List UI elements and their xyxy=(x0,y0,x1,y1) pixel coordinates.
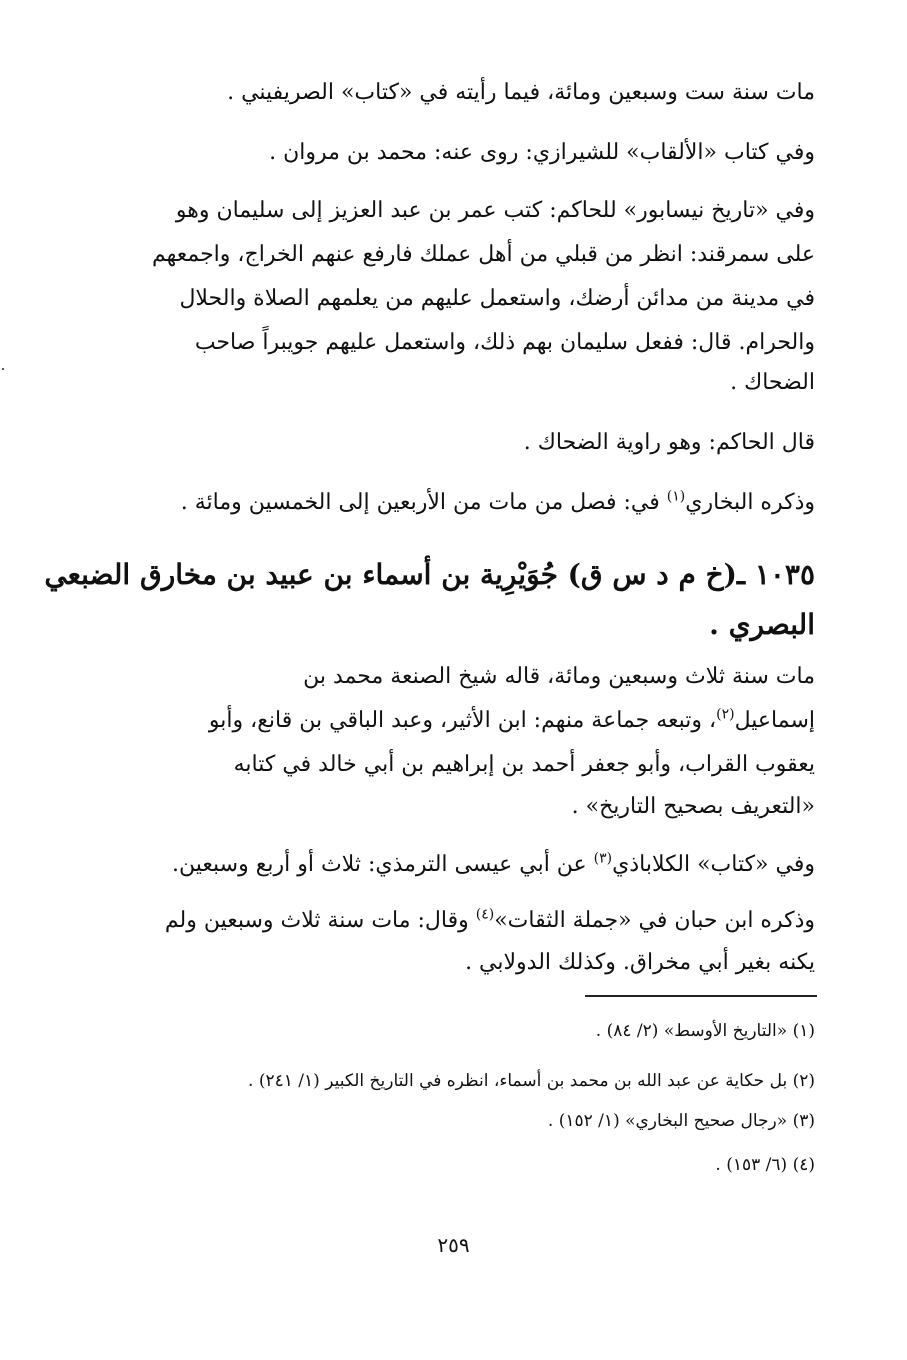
footnote-divider xyxy=(585,995,817,997)
text-line: وفي «تاريخ نيسابور» للحاكم: كتب عمر بن عبد العزيز إلى سليمان وهو xyxy=(175,198,815,223)
text-run: ، وتبعه جماعة منهم: ابن الأثير، وعبد الباقي بن قانع، وأبو xyxy=(208,708,717,733)
text-line: قال الحاكم: وهو راوية الضحاك . xyxy=(523,430,815,455)
text-run: عن أبي عيسى الترمذي: ثلاث أو أربع وسبعين. xyxy=(172,852,594,877)
text-line xyxy=(165,906,815,936)
text-run: وذكره البخاري xyxy=(685,490,815,515)
text-line xyxy=(181,488,815,518)
text-line: وفي كتاب «الألقاب» للشيرازي: روى عنه: محمد بن مروان . xyxy=(269,140,815,165)
footnote: (١) «التاريخ الأوسط» (٢/ ٨٤) . xyxy=(595,1021,815,1041)
footnote: (٤) (٦/ ١٥٣) . xyxy=(715,1155,815,1175)
text-run: في: فصل من مات من الأربعين إلى الخمسين ومائة . xyxy=(180,490,667,515)
page-number: ٢٥٩ xyxy=(437,1233,470,1257)
text-run: وفي «كتاب» الكلاباذي xyxy=(612,852,815,877)
text-line: مات سنة ثلاث وسبعين ومائة، قاله شيخ الصنعة محمد بن xyxy=(303,664,815,689)
text-line: الضحاك . xyxy=(730,370,815,395)
footnote-ref[interactable]: (٤) xyxy=(475,906,495,923)
text-line: يعقوب القراب، وأبو جعفر أحمد بن إبراهيم بن أبي خالد في كتابه xyxy=(233,752,815,777)
text-line: يكنه بغير أبي مخراق. وكذلك الدولابي . xyxy=(465,950,815,975)
text-line: على سمرقند: انظر من قبلي من أهل عملك فارفع عنهم الخراج، واجمعهم xyxy=(151,242,815,267)
text-line xyxy=(172,850,815,880)
entry-heading: البصري . xyxy=(709,608,815,641)
text-run: إسماعيل xyxy=(734,708,815,733)
footnote: (٣) «رجال صحيح البخاري» (١/ ١٥٢) . xyxy=(547,1111,815,1131)
text-line: مات سنة ست وسبعين ومائة، فيما رأيته في «كتاب» الصريفيني . xyxy=(227,80,815,105)
text-line: والحرام. قال: ففعل سليمان بهم ذلك، واستعمل عليهم جويبراً صاحب xyxy=(194,330,815,355)
footnote-ref[interactable]: (٢) xyxy=(716,706,735,723)
text-line xyxy=(209,706,815,736)
footnote: (٢) بل حكاية عن عبد الله بن محمد بن أسماء، انظره في التاريخ الكبير (١/ ٢٤١) . xyxy=(248,1071,815,1091)
text-line: «التعريف بصحيح التاريخ» . xyxy=(571,794,815,819)
footnote-ref[interactable]: (١) xyxy=(666,488,686,505)
entry-heading: ١٠٣٥ ـ(خ م د س ق) جُوَيْرِية بن أسماء بن عبيد بن مخارق الضبعي xyxy=(44,558,815,591)
text-run: وقال: مات سنة ثلاث وسبعين ولم xyxy=(164,908,476,933)
text-line: في مدينة من مدائن أرضك، واستعمل عليهم من يعلمهم الصلاة والحلال xyxy=(179,286,815,311)
text-run: وذكره ابن حبان في «جملة الثقات» xyxy=(494,908,815,933)
margin-mark xyxy=(2,368,4,370)
footnote-ref[interactable]: (٣) xyxy=(593,850,613,867)
